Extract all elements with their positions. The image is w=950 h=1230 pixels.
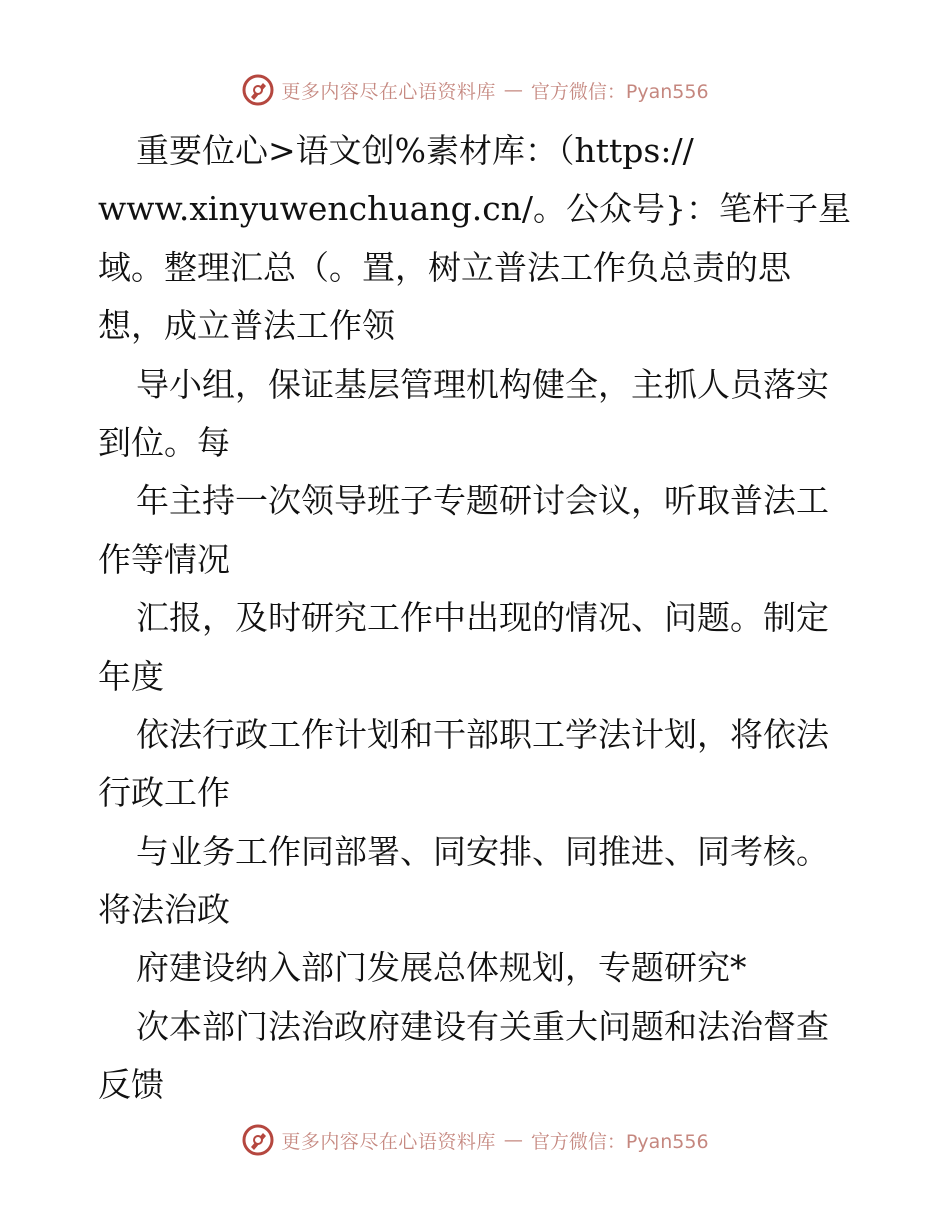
body-line: 到位。每 xyxy=(98,422,230,462)
body-line: 年主持一次领导班子专题研讨会议，听取普法工 xyxy=(136,481,829,521)
footer-banner-text: 更多内容尽在心语资料库 xyxy=(281,1130,496,1153)
body-line: 次本部门法治政府建设有关重大问题和法治督查 xyxy=(136,1006,829,1046)
body-line: 依法行政工作计划和干部职工学法计划，将依法 xyxy=(136,714,829,754)
body-line: 汇报，及时研究工作中出现的情况、问题。制定 xyxy=(136,598,829,638)
body-line: 与业务工作同部署、同安排、同推进、同考核。 xyxy=(136,831,829,871)
body-line: 年度 xyxy=(98,656,164,696)
body-line: 想，成立普法工作领 xyxy=(98,306,395,346)
document-body xyxy=(98,122,858,1115)
header-banner-text: 更多内容尽在心语资料库 xyxy=(281,80,496,103)
header-banner-separator: — xyxy=(503,79,523,101)
pen-logo-icon xyxy=(241,1123,275,1157)
header-banner xyxy=(0,70,950,110)
header-banner-inner xyxy=(241,73,708,107)
footer-banner xyxy=(0,1120,950,1160)
body-line: 将法治政 xyxy=(98,890,230,930)
header-wechat-text: 官方微信：Pyan556 xyxy=(530,80,709,103)
body-line: www.xinyuwenchuang.cn/。公众号}：笔杆子星 xyxy=(98,189,852,229)
footer-wechat-text: 官方微信：Pyan556 xyxy=(530,1130,709,1153)
footer-banner-separator: — xyxy=(503,1129,523,1151)
body-line: 行政工作 xyxy=(98,773,230,813)
body-line: 作等情况 xyxy=(98,539,230,579)
body-line: 域。整理汇总（。置，树立普法工作负总责的思 xyxy=(98,247,791,287)
body-line: 反馈 xyxy=(98,1065,164,1105)
body-line: 导小组，保证基层管理机构健全，主抓人员落实 xyxy=(136,364,829,404)
footer-banner-inner xyxy=(241,1123,708,1157)
pen-logo-icon xyxy=(241,73,275,107)
body-line: 重要位心>语文创%素材库：（https:// xyxy=(136,131,694,170)
body-line: 府建设纳入部门发展总体规划，专题研究* xyxy=(136,948,747,988)
